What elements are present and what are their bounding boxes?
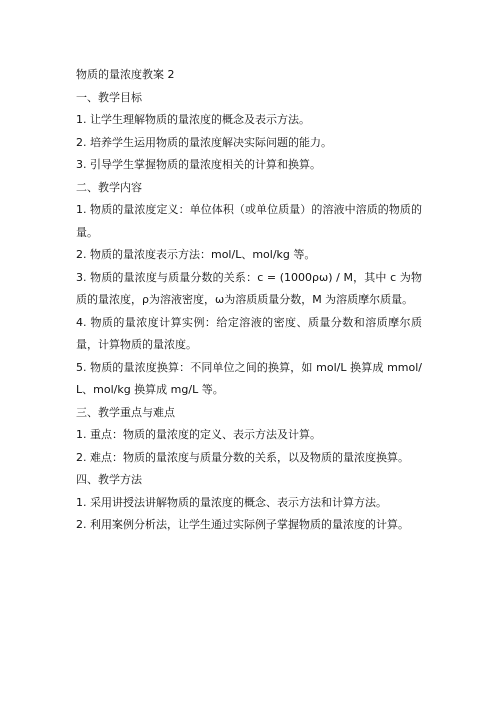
section-methods [76, 469, 422, 537]
section-heading: 二、教学内容 [76, 180, 142, 194]
section-heading: 三、教学重点与难点 [76, 405, 175, 419]
list-item: 4. 物质的量浓度计算实例：给定溶液的密度、质量分数和溶质摩尔质量，计算物质的量浓度。 [76, 315, 422, 351]
section-objectives [76, 87, 422, 177]
document-title: 物质的量浓度教案 2 [76, 68, 175, 81]
list-item: 1. 物质的量浓度定义：单位体积（或单位质量）的溶液中溶质的物质的量。 [76, 203, 422, 239]
list-item: 1. 让学生理解物质的量浓度的概念及表示方法。 [76, 113, 310, 126]
list-item: 1. 重点：物质的量浓度的定义、表示方法及计算。 [76, 428, 321, 441]
list-item: 2. 难点：物质的量浓度与质量分数的关系，以及物质的量浓度换算。 [76, 450, 409, 464]
section-heading: 四、教学方法 [76, 473, 142, 486]
list-item: 5. 物质的量浓度换算：不同单位之间的换算，如 mol/L 换算成 mmol/L、mol/kg 换算成 mg/L 等。 [76, 360, 422, 396]
list-item: 1. 采用讲授法讲解物质的量浓度的概念、表示方法和计算方法。 [76, 495, 387, 509]
list-item: 2. 培养学生运用物质的量浓度解决实际问题的能力。 [76, 135, 332, 149]
section-content [76, 177, 422, 402]
list-item: 3. 引导学生掌握物质的量浓度相关的计算和换算。 [76, 158, 321, 171]
list-item: 2. 物质的量浓度表示方法：mol/L、mol/kg 等。 [76, 248, 316, 261]
list-item: 2. 利用案例分析法，让学生通过实际例子掌握物质的量浓度的计算。 [76, 518, 409, 531]
section-key-points [76, 402, 422, 470]
document-page [76, 64, 422, 537]
list-item: 3. 物质的量浓度与质量分数的关系：c = (1000ρω) / M，其中 c 为物质的量浓度，ρ为溶液密度，ω为溶质质量分数，M 为溶质摩尔质量。 [76, 270, 422, 306]
section-heading: 一、教学目标 [76, 90, 142, 104]
